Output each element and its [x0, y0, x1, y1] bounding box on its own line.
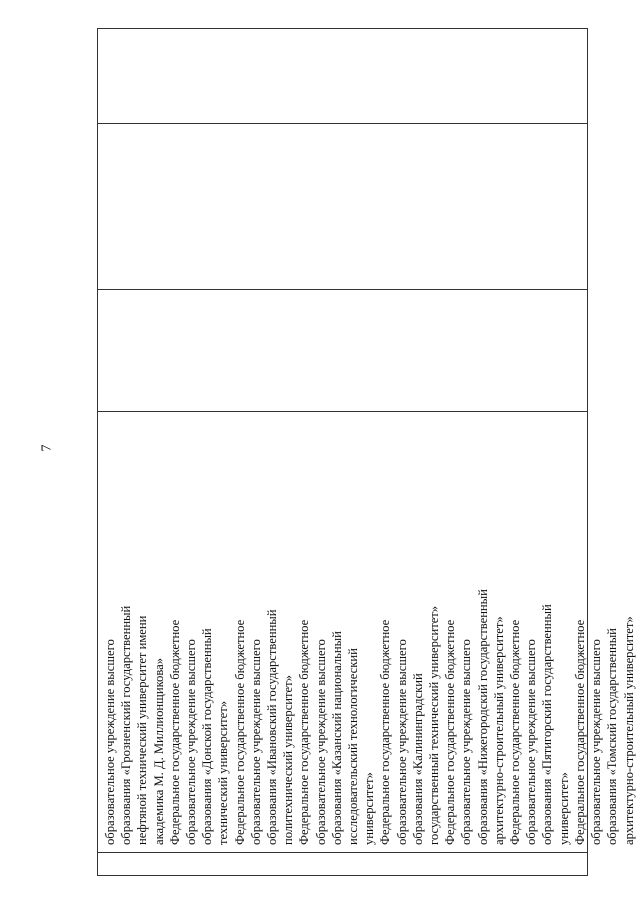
- table-row-divider: [98, 123, 587, 124]
- organizations-text: образовательное учреждение высшего образования «Грозненский государственный нефтяной технический университет имени академика М. Д. Миллионщикова» Федеральное государственное бюджетное образовательное учреждение высшего образования «Донской государственный технический университет» Федеральное государственное бюджетное образовательное учреждение высшего образования «Ивановский государственный политехнический университет» Федеральное государственное бюджетное образовательное учреждение высшего образования «Казанский национальный исследовательский технологический университет» Федеральное государственное бюджетное образовательное учреждение высшего образования «Калининградский государственный технический университет» Федеральное государственное бюджетное образовательное учреждение высшего образования «Нижегородский государственный архитектурно-строительный университет» Федеральное государственное бюджетное образовательное учреждение высшего образования «Пятигорский государственный университет» Федеральное государственное бюджетное образовательное учреждение высшего образования «Томский государственный архитектурно-строительный университет»: [103, 589, 636, 845]
- page-number: 7: [39, 444, 55, 452]
- table-row-divider: [98, 289, 587, 290]
- organizations-cell: [100, 411, 636, 849]
- table-row-divider: [98, 852, 587, 853]
